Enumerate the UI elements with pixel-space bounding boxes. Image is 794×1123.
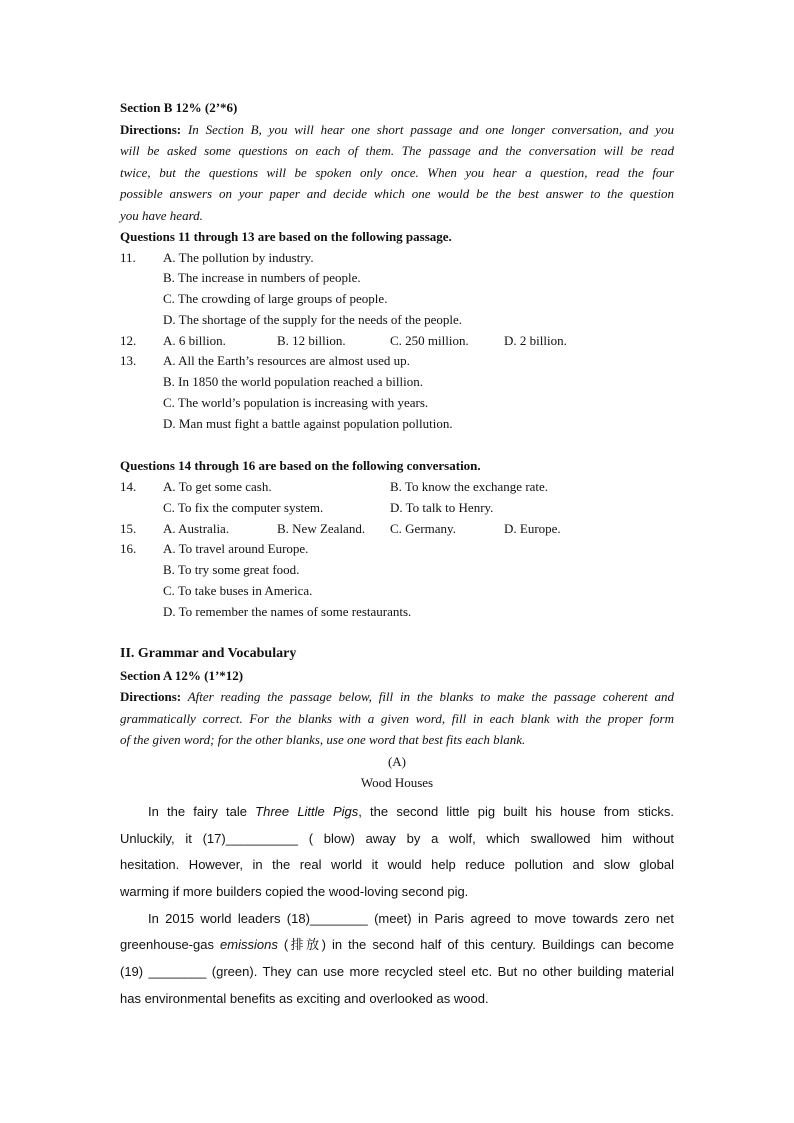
option-b: B. 12 billion. — [277, 332, 346, 348]
conversation-questions-heading: Questions 14 through 16 are based on the following conversation. — [120, 458, 481, 474]
passage-line: (19) ________ (green). They can use more recycled steel etc. But no other building material — [120, 963, 674, 979]
passage-title: Wood Houses — [360, 775, 434, 791]
passage-line: In 2015 world leaders (18)________ (meet) in Paris agreed to move towards zero net — [148, 910, 674, 926]
exam-page — [120, 97, 674, 1012]
option-d: D. To remember the names of some restaurants. — [163, 603, 412, 619]
section-a-heading: Section A 12% (1’*12) — [120, 667, 244, 683]
option-b: B. The increase in numbers of people. — [163, 270, 361, 286]
passage-paragraph-2 — [120, 906, 674, 1013]
question-number: 11. — [120, 249, 136, 265]
option-a: A. Australia. — [163, 520, 230, 536]
passage-questions-heading: Questions 11 through 13 are based on the following passage. — [120, 229, 452, 244]
option-d: D. 2 billion. — [504, 332, 567, 348]
part-2-heading: II. Grammar and Vocabulary — [120, 646, 297, 662]
option-a: A. The pollution by industry. — [163, 249, 314, 265]
option-a: A. 6 billion. — [163, 332, 226, 348]
directions-text-line: twice, but the questions will be spoken only once. When you hear a question, read the four — [120, 164, 674, 180]
option-d: D. Man must fight a battle against population pollution. — [163, 415, 453, 431]
directions-label: Directions: — [120, 121, 182, 137]
option-c: C. To fix the computer system. — [163, 499, 324, 515]
option-b: B. To know the exchange rate. — [390, 478, 549, 494]
passage-line: Unluckily, it (17)__________ ( blow) away by a wolf, which swallowed him without — [120, 830, 674, 846]
option-b: B. In 1850 the world population reached a billion. — [163, 374, 423, 390]
option-c: C. The crowding of large groups of people. — [163, 291, 388, 307]
option-b: B. New Zealand. — [277, 520, 366, 536]
option-d: D. The shortage of the supply for the needs of the people. — [163, 311, 463, 327]
spacer — [120, 623, 674, 644]
passage-line: In the fairy tale Three Little Pigs, the second little pig built his house from sticks. — [148, 803, 674, 819]
passage-line: has environmental benefits as exciting and overlooked as wood. — [120, 990, 489, 1006]
question-number: 12. — [120, 332, 137, 348]
question-15 — [120, 519, 674, 540]
section-a-directions — [120, 686, 674, 751]
directions-text-line: possible answers on your paper and decide which one would be the best answer to the question — [120, 186, 674, 201]
directions-text-line: will be asked some questions on each of them. The passage and the conversation will be read — [120, 143, 674, 158]
option-c: C. To take buses in America. — [163, 582, 313, 598]
directions-text-line: of the given word; for the other blanks, use one word that best fits each blank. — [120, 732, 526, 748]
directions-text-line: grammatically correct. For the blanks with a given word, fill in each blank with the proper form — [120, 710, 674, 726]
question-16 — [120, 539, 674, 560]
section-b-heading: Section B 12% (2’*6) — [120, 100, 238, 115]
question-11 — [120, 248, 674, 269]
question-number: 15. — [120, 520, 137, 536]
option-c: C. 250 million. — [390, 332, 469, 348]
directions-text-line: After reading the passage below, fill in the blanks to make the passage coherent and — [181, 689, 674, 705]
option-a: A. To travel around Europe. — [163, 541, 309, 557]
directions-text-line: you have heard. — [120, 207, 203, 223]
question-13 — [120, 351, 674, 372]
option-a: A. All the Earth’s resources are almost used up. — [163, 353, 410, 369]
option-b: B. To try some great food. — [163, 562, 300, 578]
passage-line: greenhouse-gas emissions (排放) in the second half of this century. Buildings can become — [120, 937, 674, 953]
question-number: 13. — [120, 353, 137, 369]
option-c: C. The world’s population is increasing with years. — [163, 395, 429, 411]
section-b-directions — [120, 119, 674, 227]
passage-line: warming if more builders copied the wood-loving second pig. — [120, 883, 469, 899]
directions-label: Directions: — [120, 689, 182, 705]
passage-line: hesitation. However, in the real world it would help reduce pollution and slow global — [120, 857, 674, 873]
question-number: 16. — [120, 541, 137, 557]
question-12 — [120, 331, 674, 352]
option-c: C. Germany. — [390, 520, 456, 536]
question-14 — [120, 477, 674, 498]
spacer — [120, 435, 674, 456]
option-a: A. To get some cash. — [163, 478, 272, 494]
passage-paragraph-1 — [120, 799, 674, 906]
passage-letter: (A) — [387, 753, 407, 769]
question-number: 14. — [120, 478, 137, 494]
directions-text-line: In Section B, you will hear one short passage and one longer conversation, and you — [181, 121, 674, 137]
option-d: D. To talk to Henry. — [390, 499, 494, 515]
option-d: D. Europe. — [504, 520, 561, 536]
